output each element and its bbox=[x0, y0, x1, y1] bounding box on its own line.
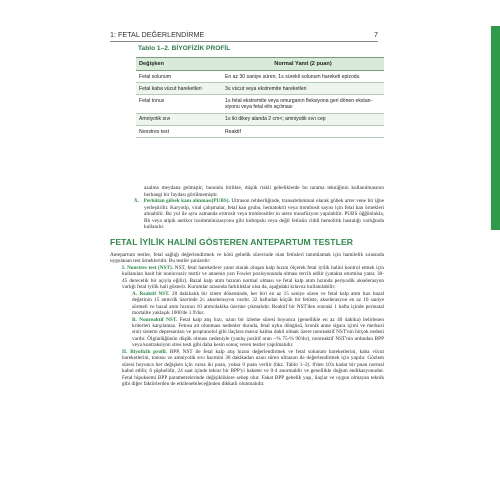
table-row bbox=[136, 83, 384, 95]
sub-a-label: A. bbox=[132, 290, 138, 297]
item-x-paragraph bbox=[110, 198, 384, 231]
table-cell-response: En az 30 saniye süren, 1≤ sürekli solunum hareketi epizodu bbox=[222, 71, 384, 83]
section-heading: FETAL İYİLİK HALİNİ GÖSTEREN ANTEPARTUM TESTLER bbox=[110, 237, 354, 247]
header-divider bbox=[110, 41, 378, 42]
table-cell-response: 1≤ iki dikey alanda 2 cm<; amniyotik sıvı cep bbox=[222, 113, 384, 125]
sub-b-title: Nonreaktif NST. bbox=[139, 316, 178, 323]
item-x-title: Perkütan göbek kanı alınması(PUBS). bbox=[143, 198, 230, 205]
item-1-text: NST, fetal hareketlere yanıt olarak oluşan kalp hızını ölçerek fetal iyilik halini kontrol etmek için kullanılan basit bir noninvaziv testtir ve annenin yarı Fowler pozisyonunda olması tercih edilir (yatakta oturtulsa yatar, 30-45 derecelik bir açıyla eğilir). Bazal kalp atım hızının normal olması ve fetal kalp atım hızında periyodik akselerasyon varlığı fetal iyilik hali gösterir. Kurumlar arasında farklılıklar olsa da, aşağıdaki kılavuz kullanılabilir: bbox=[122, 264, 385, 291]
item-1-paragraph bbox=[110, 265, 384, 291]
sub-a-text: 20 dakikalık bir izlem döneminde, her biri en az 15 saniye süren ve fetal kalp atım hızı bazal değerinin 15 atım/dk üzerinde 2≤ akselerasyon vardır. 32 haftadan küçük bir fetüste, akselerasyon en az 10 saniye sürmeli ve bazal atım hızının 10 atım/dakika üzerine çıkmalıdır. Reaktif bir NST'den sonraki 1 hafta içinde perinatal mortalite yaklaşık 1000'de 1.9'dur. bbox=[132, 290, 385, 317]
chapter-side-tab bbox=[491, 26, 500, 230]
item-x-label: X. bbox=[134, 198, 140, 205]
table-cell-response: 3≤ vücut veya ekstremite hareketleri bbox=[222, 83, 384, 95]
table-cell-variable: Amniyotik sıvı bbox=[136, 113, 222, 125]
table-cell-response: Reaktif bbox=[222, 126, 384, 138]
table-title bbox=[138, 45, 230, 52]
item-x-text: Ultrason rehberliğinde, transabdominal olarak göbek arter vene bir iğne yerleştirilir. Karyotip, viral çalışmalar, fetal kan grubu, hematokrit veya trombosit sayısı için fetal kan örnekleri alınabilir. Bu yol ile aynı zamanda eritrosit veya trombositler in utero transfüzyon yapılabilir. PUBS öğğünlukla, Rh veya atipik antikor izoimmünizasyonu gibi hidropslu veya değil fetüsün ciddi hemolitik hastalığı varlığında kullanılır. bbox=[144, 198, 385, 231]
table-header-row bbox=[136, 58, 384, 71]
page-number: 7 bbox=[374, 30, 378, 39]
intro-line-1: azalma meydana gelmiştir; bununla birlikte, düşük riskli gebeliklerde bu tarama bbox=[144, 185, 325, 191]
intro-line-2: tekniğinin kullanılmasının herhangi bir faydası görülmemiştir. bbox=[144, 185, 384, 198]
sub-a-paragraph bbox=[110, 291, 384, 317]
table-row bbox=[136, 95, 384, 113]
item-1-label: I. bbox=[122, 264, 126, 271]
item-1-title: Nonstres test (NST). bbox=[127, 264, 174, 271]
table-number: Tablo 1–2. bbox=[138, 45, 170, 52]
sub-b-label: B. bbox=[132, 316, 137, 323]
sub-b-text: Fetal kalp atış hızı, uzun bir izleme süresi boyunca (genellikle en az 40 dakika) belirlenen kriterleri karşılamaz. Fetusa ait olunması nedenler duruda, fetal uyku döngüsü, kronik anne sigara içimi ve merkezi sinir sistemi depresanları ve propranolol gibi ilaçlara maruz kalma dahil olmak üzere nonreaktif NST'nin birçok nedeni vardır. Ölgünlüğünün düşük olması nedeniyle (yanlış pozitif oran ~% 75-% 90'dır), nonreaktif NST'nin ardından BPP veya kontraksiyon stres testi gibi daha kesin sonuç veren testler yapılmalıdır. bbox=[132, 316, 385, 349]
intro-paragraph bbox=[110, 185, 384, 198]
biophysical-profile-table bbox=[136, 57, 384, 138]
sub-a-title: Reaktif NST. bbox=[139, 290, 170, 297]
item-2-label: II. bbox=[122, 348, 128, 355]
table-row bbox=[136, 126, 384, 138]
item-2-paragraph bbox=[110, 349, 384, 388]
table-cell-response: 1≤ fetal ekstremite veya omurganın fleksiyona geri dönen ekstan-siyonu veya fetal elin açılması bbox=[222, 95, 384, 113]
item-2-text: BPP, NST ile fetal kalp atış hızını değerlendirmek ve fetal solunum hareketlerini, kaba vücut hareketlerini, tonusu ve amniyotik sıvı hacmini 30 dakikadan uzun süren ultrason ile değerlendirmek için yapılır. Gözlem süresi boyunca her değişken için varsa iki puan, yoksa 0 puan verilir (bkz. Tablo 1–2). 8'den 10'a kadar bir puan normal kabul edilir, 6 şüphelidir, 24 saat içinde tekrar bir BPP'yi haketer ve 0-4 anormaldir ve genellikle doğum endikasyonudur. Fetal hipoksemi BPP parametrelerinde değişikliklere sebep olur. Fakat BPP gebelik yaşı, ilaçlar ve uygun olmayan teknik gibi diğer faktörlerden de etkilenebileceğinden dikkatli olunmalıdır. bbox=[122, 348, 384, 388]
column-header-response: Normal Yanıt (2 puan) bbox=[222, 58, 384, 71]
table-row bbox=[136, 113, 384, 125]
table-cell-variable: Fetal kaba vücut hareketleri bbox=[136, 83, 222, 95]
table-name: BİYOFİZİK PROFİL bbox=[171, 45, 231, 52]
body-text-upper bbox=[110, 185, 384, 231]
section-intro: Antepartum testler, fetal sağlığı değerlendirmek ve kötü gebelik sürecinde olan fetüsleri tanımlamak için hamilelik sırasında uygulanan test örnekleridir. Bu testler şunlardır: bbox=[110, 252, 384, 265]
sub-b-paragraph bbox=[110, 317, 384, 349]
body-text-lower bbox=[110, 252, 384, 388]
table-cell-variable: Nonstres test bbox=[136, 126, 222, 138]
item-2-title: Biyofizik profil. bbox=[130, 348, 167, 355]
table-cell-variable: Fetal solunum bbox=[136, 71, 222, 83]
column-header-variable: Değişken bbox=[136, 58, 222, 71]
chapter-title: 1: FETAL DEĞERLENDİRME bbox=[110, 30, 205, 39]
table-cell-variable: Fetal tonus bbox=[136, 95, 222, 113]
table-row bbox=[136, 71, 384, 83]
